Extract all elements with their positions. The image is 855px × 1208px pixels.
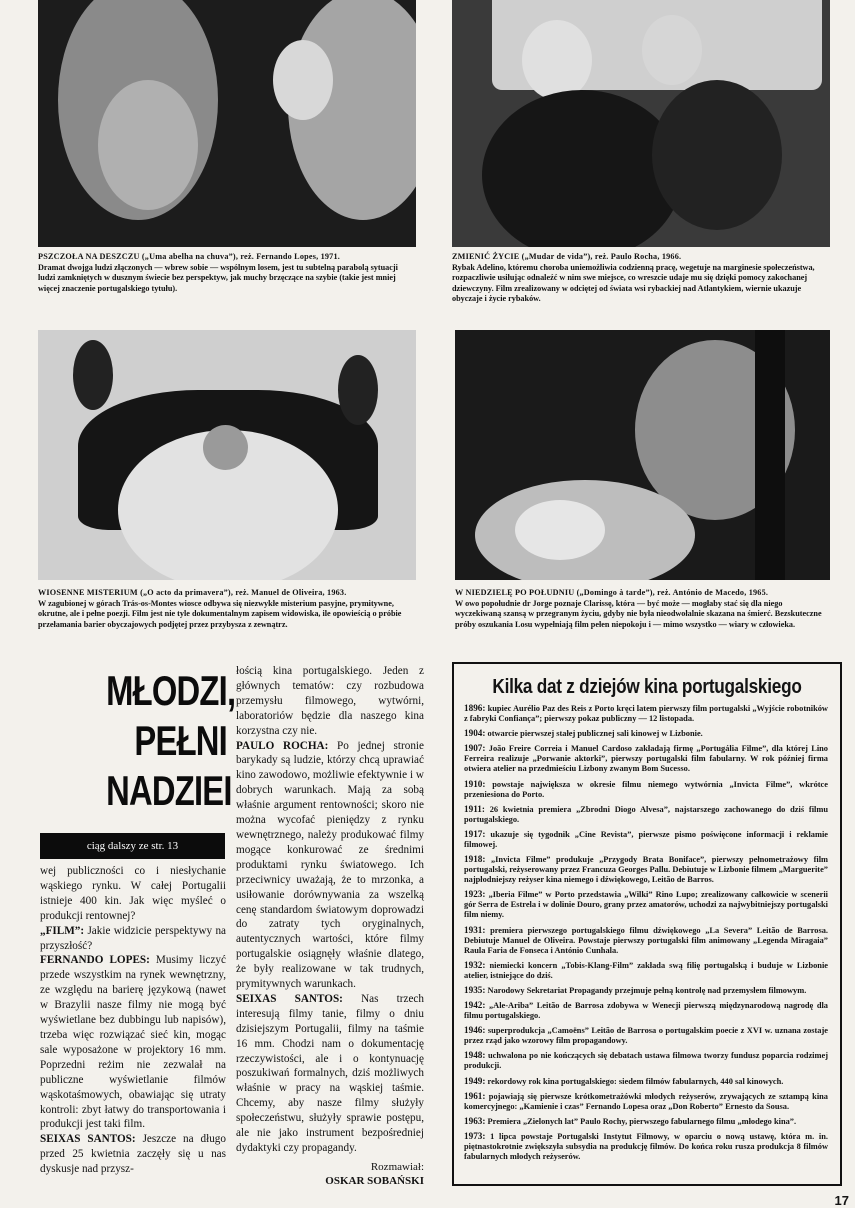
- timeline-entry: [464, 985, 828, 996]
- timeline-text: pojawiają się pierwsze krótkometrażówki młodych reżyserów, zrywających ze sztampą kina komercyjnego: „Kamienie i czas” Fernando Lopesa oraz „Don Roberto” Ernesto da Sousa.: [464, 1091, 828, 1111]
- timeline-year: 1911:: [464, 803, 485, 814]
- paragraph: łością kina portugalskiego. Jeden z głównych tematów: czy rozbudowa przemysłu filmowego, wytwórni, laboratoriów będzie dla naszego kina korzystna czy nie.: [236, 665, 424, 737]
- continued-from-banner: ciąg dalszy ze str. 13: [40, 833, 225, 859]
- photo-change-life: [452, 0, 830, 247]
- caption-text: W zagubionej w górach Trás-os-Montes wiosce odbywa się niezwykłe misterium pasyjne, prymitywne, okrutne, ale i pełne poezji. Film jest nie tyle dokumentalnym zapisem widowiska, ile opowieścią o próbie przełamania barier obyczajowych podjętej przez przybysza z zewnątrz.: [38, 598, 402, 629]
- photo-bee-in-rain: [38, 0, 416, 247]
- timeline-entry: [464, 1076, 828, 1087]
- signature-label: Rozmawiał:: [370, 1161, 424, 1173]
- photo-sunday-afternoon: [455, 330, 830, 580]
- timeline-year: 1932:: [464, 959, 486, 970]
- timeline-text: uchwalona po nie kończących się debatach ustawa filmowa tworzy fundusz poparcia rodzimej produkcji.: [464, 1051, 828, 1071]
- timeline-year: 1910:: [464, 778, 486, 789]
- timeline-text: „Iberia Filme” w Porto przedstawia „Wilki” Rino Lupo; zrealizowany całkowicie w scenerii gór Serra de Estrela i w dolinie Douro, grany przez amatorów, uchodzi za najwybitniejszy portugalski film niemy.: [464, 890, 828, 920]
- timeline-year: 1961:: [464, 1090, 486, 1101]
- timeline-entry: [464, 703, 828, 724]
- timeline-text: superprodukcja „Camoëns” Leitão de Barrosa o portugalskim poecie z XVI w. uznana zostaje przez rząd jako wzorowy film propagandowy.: [464, 1026, 828, 1046]
- timeline-year: 1918:: [464, 854, 486, 865]
- photo-caption-3: [38, 588, 416, 630]
- timeline-text: Narodowy Sekretariat Propagandy przejmuje pełną kontrolę nad przemysłem filmowym.: [485, 985, 807, 995]
- timeline-text: niemiecki koncern „Tobis-Klang-Film” zakłada swą filię portugalską i buduje w Lizbonie atelier, istniejące do dziś.: [464, 960, 828, 980]
- paragraph: SEIXAS SANTOS: Jeszcze na długo przed 25 kwietnia zaczęły się u nas dyskusje nad przysz-: [40, 1133, 226, 1176]
- timeline-entry: [464, 1025, 828, 1046]
- timeline-text: „Ale-Ariba” Leitão de Barrosa zdobywa w Wenecji pierwszą międzynarodową nagrodę dla filmu portugalskiego.: [464, 1001, 828, 1021]
- timeline-year: 1907:: [464, 743, 486, 754]
- article-headline: [106, 666, 236, 816]
- timeline-text: rekordowy rok kina portugalskiego: siedem filmów fabularnych, 440 sal kinowych.: [485, 1076, 784, 1086]
- timeline-entry: [464, 804, 828, 825]
- timeline-year: 1904:: [464, 728, 486, 739]
- caption-text: Rybak Adelino, któremu choroba uniemożliwia codzienną pracę, wegetuje na marginesie społeczeństwa, rozpaczliwie usiłując odnaleźć w nim swe miejsce, co wreszcie udaje mu się dzięki pomocy zakochanej dziewczyny. Film zrealizowany w odciętej od świata wsi rybackiej nad Atlantykiem, wiernie ukazuje obyczaje i życie rybaków.: [452, 262, 815, 303]
- timeline-entry: [464, 889, 828, 920]
- timeline-text: ukazuje się tygodnik „Cine Revista”, pierwsze pismo poświęcone informacji i reklamie filmowej.: [464, 829, 828, 849]
- article-column-1: [40, 864, 226, 1177]
- timeline-text: João Freire Correia i Manuel Cardoso zakładają firmę „Portugália Filme”, dla której Lino Ferreira realizuje „Porwanie aktorki”, pierwszy portugalski film fabularny. W rok później firma otwiera atelier na przedmieściu Lizbony zwanym Bom Sucesso.: [464, 744, 828, 774]
- timeline-text: „Invicta Filme” produkuje „Przygody Brata Boniface”, pierwszy pełnometrażowy film portugalski, reżyserowany przez Francuza Georges Pallu. Debiutuje w Lizbonie filmem „Marguerite” najpłodniejszy reżyser kina niemego i dźwiękowego, Leitão de Barros.: [464, 855, 828, 885]
- timeline-year: 1949:: [464, 1075, 486, 1086]
- timeline-year: 1963:: [464, 1116, 486, 1126]
- timeline-entry: [464, 925, 828, 956]
- timeline-entry: [464, 1000, 828, 1021]
- timeline-text: premiera pierwszego portugalskiego filmu dźwiękowego „La Severa” Leitão de Barrosa. Debiutuje Manuel de Oliveira. Powstaje pierwszy portugalski film animowany „Legenda Miragaia” Raula Faria de Fonseca i António Cunhala.: [464, 925, 828, 955]
- photo-spring-mystery: [38, 330, 416, 580]
- timeline-entry: [464, 1116, 828, 1127]
- timeline-list: [454, 703, 840, 1162]
- headline-line: PEŁNI: [134, 717, 227, 764]
- article-column-2: [236, 664, 424, 1156]
- timeline-entry: [464, 779, 828, 800]
- timeline-entry: [464, 960, 828, 981]
- timeline-year: 1923:: [464, 889, 486, 900]
- caption-title: W NIEDZIELĘ PO POŁUDNIU („Domingo à tarde”), reż. António de Macedo, 1965.: [455, 588, 769, 597]
- timeline-year: 1946:: [464, 1025, 486, 1036]
- caption-title: ZMIENIĆ ŻYCIE („Mudar de vida”), reż. Paulo Rocha, 1966.: [452, 252, 682, 261]
- paragraph: PAULO ROCHA: Po jednej stronie barykady są ludzie, którzy chcą uprawiać kino zawodowo, możliwie efektywnie i w dobrych warunkach. Mają za sobą właśnie argument rentowności; skoro nie można wycofać pieniędzy z rynku wewnętrznego, należy produkować filmy mogące konkurować ze średnimi produktami rynku światowego. Ich przeciwnicy uważają, że to mrzonka, a usiłowanie dorównywania za wszelką cenę standardom światowym doprowadzi do zatraty tych oryginalnych, autentycznych wartości, które filmy portugalskie osiągnęły właśnie dlatego, że były realizowane w tak trudnych, prymitywnych warunkach.: [236, 739, 424, 991]
- timeline-entry: [464, 829, 828, 850]
- paragraph: FERNANDO LOPES: Musimy liczyć przede wszystkim na rynek wewnętrzny, ze względu na barierę językową (nawet w Brazylii nasze filmy nie mogą być wyświetlane bez dubbingu lub napisów), trzeba więc rozwiązać sieć kin, mogąc sale wyposażone w projektory 16 mm. Poprzedni reżim nie zezwalał na publiczne wyświetlanie filmów wąskotaśmowych, obawiając się utraty kontroli: zbyt łatwy do transportowania i produkcji jest taki film.: [40, 954, 226, 1131]
- timeline-entry: [464, 1131, 828, 1162]
- photo-caption-4: [455, 588, 830, 630]
- timeline-entry: [464, 743, 828, 774]
- caption-title: PSZCZOŁA NA DESZCZU („Uma abelha na chuva”), reż. Fernando Lopes, 1971.: [38, 252, 341, 261]
- photo-caption-1: [38, 252, 416, 294]
- paragraph: SEIXAS SANTOS: Nas trzech interesują filmy tanie, filmy o dniu dzisiejszym Portugalii, filmy na taśmie 16 mm. Chodzi nam o dokumentację rzeczywistości, ale i o kontynuację poszukiwań formalnych, dziś możliwych właśnie w pracy na wąskiej taśmie. Chcemy, aby nasze filmy służyły społeczeństwu, służyły sprawie postępu, ale nie jako instrument bezpośredniej dydaktyki czy propagandy.: [236, 992, 424, 1154]
- timeline-year: 1917:: [464, 828, 486, 839]
- article-signature: [236, 1160, 424, 1188]
- timeline-text: kupiec Aurélio Paz des Reis z Porto kręci latem pierwszy film portugalski „Wyjście robotników z fabryki Confiança”; pierwszy pokaz publiczny — 12 listopada.: [464, 704, 828, 723]
- caption-text: Dramat dwojga ludzi złączonych — wbrew sobie — wspólnym losem, jest tu subtelną parabolą sytuacji ludzi zamkniętych w dusznym świecie bez perspektyw, jak muchy brzęczące na szybie (takie jest mniej więcej znaczenie portugalskiego tytułu).: [38, 262, 398, 293]
- paragraph: wej publiczności co i niesłychanie wąskiego rynku. W całej Portugalii istnieje 400 kin. Jak więc myśleć o produkcji rentownej?: [40, 865, 226, 922]
- timeline-year: 1973:: [464, 1131, 486, 1142]
- timeline-entry: [464, 728, 828, 739]
- headline-line: NADZIEI: [106, 767, 232, 814]
- paragraph: „FILM”: Jakie widzicie perspektywy na przyszłość?: [40, 924, 226, 952]
- timeline-year: 1948:: [464, 1050, 486, 1061]
- timeline-box: [452, 662, 842, 1186]
- caption-title: WIOSENNE MISTERIUM („O acto da primavera”), reż. Manuel de Oliveira, 1963.: [38, 588, 347, 597]
- photo-caption-2: [452, 252, 830, 305]
- headline-line: MŁODZI,: [106, 667, 236, 714]
- timeline-text: otwarcie pierwszej stałej publicznej sali kinowej w Lizbonie.: [485, 729, 703, 739]
- timeline-text: Premiera „Zielonych lat” Paulo Rochy, pierwszego fabularnego filmu „młodego kina”.: [485, 1117, 797, 1126]
- signature-name: OSKAR SOBAŃSKI: [325, 1175, 424, 1187]
- timeline-entry: [464, 1091, 828, 1112]
- timeline-title: Kilka dat z dziejów kina portugalskiego: [492, 676, 802, 698]
- timeline-text: 26 kwietnia premiera „Zbrodni Diogo Alvesa”, najstarszego zachowanego do dziś filmu portugalskiego.: [464, 804, 828, 824]
- page-number: 17: [834, 1193, 849, 1208]
- timeline-year: 1935:: [464, 984, 486, 995]
- timeline-year: 1942:: [464, 1000, 486, 1011]
- timeline-year: 1931:: [464, 924, 486, 935]
- timeline-year: 1896:: [464, 703, 486, 713]
- timeline-entry: [464, 854, 828, 885]
- caption-text: W owo popołudnie dr Jorge poznaje Clarissę, która — być może — mogłaby stać się dla niego wyczekiwaną szansą w przegranym życiu, gdyby nie była nieodwołalnie skazana na śmierć. Bezskuteczne próby oszukania Losu wypełniają film pełen niepokoju i — mimo wszystko — wiary w człowieka.: [455, 598, 822, 629]
- timeline-text: 1 lipca powstaje Portugalski Instytut Filmowy, w oparciu o nową ustawę, która m. in. piętnastokrotnie zwiększyła subsydia na produkcję filmów. Do końca roku rusza produkcja 8 filmów fabularnych młodych reżyserów.: [464, 1132, 828, 1162]
- timeline-text: powstaje największa w okresie filmu niemego wytwórnia „Invicta Filme”, wkrótce przeniesiona do Porto.: [464, 779, 828, 799]
- timeline-entry: [464, 1050, 828, 1071]
